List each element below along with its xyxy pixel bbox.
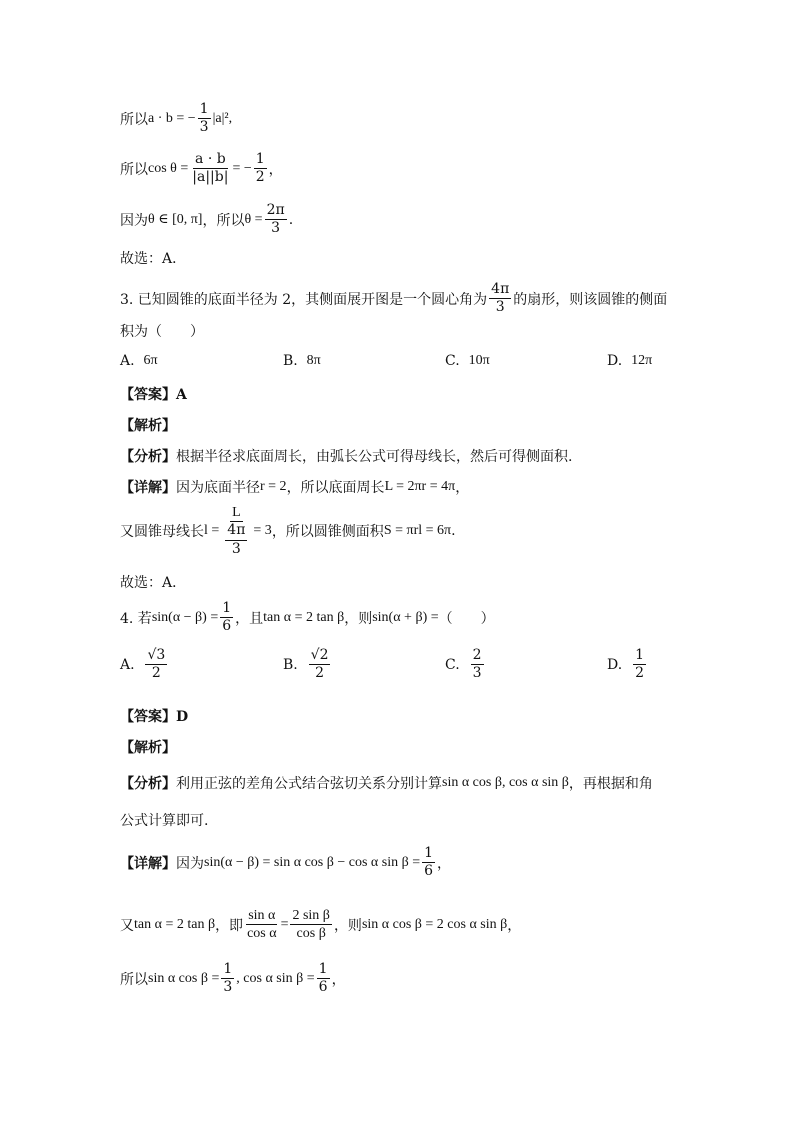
line-text: ， (268, 161, 283, 178)
section-tag: 【分析】 (120, 449, 176, 465)
stem-text: ，则 (344, 610, 373, 627)
section-text: ， (437, 855, 452, 872)
option-label: A. (120, 353, 135, 369)
q4-option-b[interactable] (283, 648, 332, 682)
line-text: 所以 (120, 161, 148, 178)
math-expr: a · b = − (148, 110, 196, 126)
numerator: 4π (489, 282, 511, 299)
nested-fraction (225, 523, 247, 557)
q4-answer: 【答案】D (120, 709, 189, 725)
numerator: L (230, 505, 243, 522)
fraction (254, 152, 267, 186)
section-tag: 【详解】 (120, 855, 176, 872)
q3-choose: 故选：A． (120, 575, 187, 591)
stem-text: （ ） (438, 610, 495, 627)
option-label: A. (120, 656, 135, 673)
section-text: 根据半径求底面周长，由弧长公式可得母线长，然后可得侧面积. (176, 449, 573, 465)
numerator: sin α (246, 908, 277, 925)
numerator: √3 (145, 648, 167, 665)
denominator: 3 (271, 220, 281, 237)
math-expr: sin α cos β, cos α sin β (442, 775, 569, 790)
denominator: 2 (315, 665, 325, 682)
numerator: 4π (225, 523, 247, 540)
option-value: 8π (306, 353, 321, 368)
q3-stem (120, 282, 667, 316)
math-expr: θ ∈ [0, π] (148, 212, 203, 228)
section-text: ， (455, 480, 470, 496)
q4-xiangjie-1 (120, 846, 451, 880)
fraction (489, 282, 511, 316)
math-expr: sin(α − β) = (151, 609, 219, 625)
section-text: ， (331, 971, 346, 988)
q4-fenxi (120, 773, 653, 793)
q3-fenxi (120, 446, 572, 466)
stem-text: 的扇形，则该圆锥的侧面 (513, 291, 668, 308)
q4-option-a[interactable] (120, 648, 169, 682)
denominator: 3 (472, 665, 482, 682)
line-text: . (288, 211, 294, 228)
numerator: 2 (471, 648, 484, 665)
section-text: ，即 (215, 917, 244, 934)
numerator: 1 (317, 962, 330, 979)
q4-option-c[interactable] (445, 648, 486, 682)
line-text: ，所以 (202, 212, 245, 229)
numerator: a · b (193, 152, 228, 169)
math-expr: tan α = 2 tan β (263, 609, 345, 625)
stem-text: ，且 (235, 610, 264, 627)
fraction (145, 648, 167, 682)
fraction (221, 962, 234, 996)
stem-text: 4. 若 (120, 610, 152, 627)
math-expr: |a|², (212, 110, 233, 126)
math-expr: S = πrl = 6π (383, 523, 452, 539)
section-text: ，所以底面周长 (286, 480, 385, 496)
denominator: 6 (318, 979, 328, 996)
denominator: 2 (635, 665, 645, 682)
fraction (198, 102, 211, 136)
section-text: 利用正弦的差角公式结合弦切关系分别计算 (176, 776, 442, 792)
math-expr: r = 2 (260, 479, 287, 494)
section-text: ，所以圆锥侧面积 (271, 524, 384, 541)
fraction (309, 648, 331, 682)
numerator: 2π (265, 203, 287, 220)
denominator: 3 (495, 299, 505, 316)
section-text: . (451, 523, 456, 540)
denominator: 2 (151, 665, 161, 682)
denominator: cos β (296, 926, 326, 942)
denominator: cos α (247, 926, 277, 942)
numerator: 1 (254, 152, 267, 169)
math-expr: = − (232, 160, 252, 176)
option-value: 6π (143, 353, 158, 368)
q3-stem-cont: 积为（ ） (120, 324, 204, 340)
numerator: 2 sin β (290, 908, 331, 925)
section-text: 又圆锥母线长 (120, 524, 204, 541)
option-label: D. (607, 656, 623, 673)
numerator: √2 (309, 648, 331, 665)
option-value: 12π (631, 353, 653, 368)
numerator: 1 (422, 846, 435, 863)
option-label: B. (283, 656, 298, 673)
section-text: 因为底面半径 (176, 480, 260, 496)
q4-fenxi-cont: 公式计算即可. (120, 813, 209, 829)
denominator: 3 (223, 979, 233, 996)
section-text: ，再根据和角 (568, 776, 653, 792)
numerator: 1 (220, 601, 233, 618)
q3-xiangjie-2 (120, 505, 456, 557)
math-expr: L = 2πr = 4π (384, 479, 456, 494)
option-value: 10π (468, 353, 490, 368)
math-expr: = (280, 916, 289, 932)
solution-line-dot-product (120, 102, 232, 136)
q4-option-d[interactable] (607, 648, 648, 682)
line-text: 因为 (120, 212, 148, 229)
q3-answer: 【答案】A (120, 387, 187, 403)
q3-analysis-title: 【解析】 (120, 418, 176, 434)
fraction (422, 846, 435, 880)
q3-option-d[interactable] (607, 353, 652, 369)
fraction (221, 505, 251, 557)
math-expr: = 3 (253, 523, 272, 539)
fraction (190, 152, 230, 186)
fraction (265, 203, 287, 237)
math-expr: tan α = 2 tan β (134, 916, 216, 932)
section-text: 因为 (176, 855, 204, 872)
denominator: 3 (199, 119, 209, 136)
section-text: ，则 (333, 917, 362, 934)
math-expr: sin α cos β = (148, 970, 220, 986)
math-expr: sin α cos β = 2 cos α sin β (361, 916, 508, 932)
q4-xiangjie-2 (120, 908, 521, 942)
fraction (220, 601, 233, 635)
numerator: 1 (633, 648, 646, 665)
denominator: 3 (231, 540, 241, 557)
solution-line-theta (120, 203, 293, 237)
q3-option-c[interactable] (445, 353, 490, 369)
section-text: 所以 (120, 971, 148, 988)
option-label: C. (445, 353, 460, 369)
section-tag: 【详解】 (120, 480, 176, 496)
option-label: C. (445, 656, 460, 673)
denominator: 6 (424, 863, 434, 880)
denominator (221, 522, 251, 557)
solution-line-cos-theta (120, 152, 283, 186)
q4-analysis-title: 【解析】 (120, 740, 176, 756)
fraction (245, 908, 279, 942)
denominator: 6 (222, 618, 232, 635)
math-expr: l = (204, 523, 220, 539)
math-expr: sin(α − β) = sin α cos β − cos α sin β = (204, 854, 421, 870)
q3-option-b[interactable] (283, 353, 321, 369)
q4-xiangjie-3 (120, 962, 346, 996)
math-expr: sin(α + β) = (372, 609, 439, 625)
section-text: 又 (120, 917, 134, 934)
section-text: ， (507, 917, 522, 934)
denominator: |a||b| (192, 169, 229, 186)
option-label: B. (283, 353, 298, 369)
fraction (317, 962, 330, 996)
fraction (633, 648, 646, 682)
choose-line: 故选：A． (120, 251, 187, 267)
q3-xiangjie-1 (120, 477, 469, 497)
math-expr: cos θ = (148, 160, 189, 176)
numerator: 1 (198, 102, 211, 119)
fraction (471, 648, 484, 682)
fraction (290, 908, 331, 942)
numerator: 1 (221, 962, 234, 979)
math-expr: θ = (244, 211, 263, 227)
stem-text: 3. 已知圆锥的底面半径为 2，其侧面展开图是一个圆心角为 (120, 291, 488, 308)
q4-stem (120, 601, 495, 635)
math-expr: , cos α sin β = (236, 970, 315, 986)
option-label: D. (607, 353, 623, 369)
line-text: 所以 (120, 111, 148, 128)
q3-option-a[interactable] (120, 353, 158, 369)
section-tag: 【分析】 (120, 776, 176, 792)
denominator: 2 (255, 169, 265, 186)
